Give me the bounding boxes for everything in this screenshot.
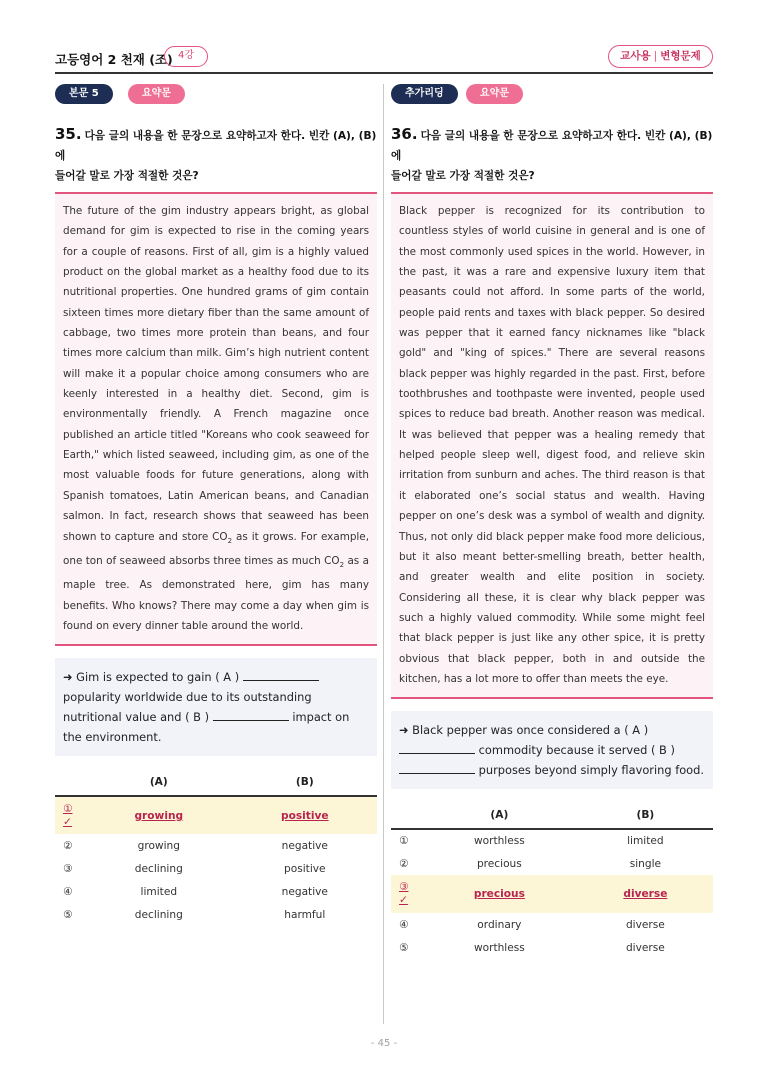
header-a: (A): [85, 768, 233, 796]
question-number: 36.: [391, 125, 418, 143]
subscript: 2: [227, 536, 233, 545]
summary-part-3: impact on the environment.: [63, 710, 350, 745]
question-type-tag: 요약문: [128, 84, 185, 104]
question-prompt: [391, 124, 713, 186]
header-b: (B): [578, 801, 713, 829]
choice-b: diverse: [625, 941, 665, 954]
section-tag: 추가리딩: [391, 84, 458, 104]
question-36-column: [391, 84, 713, 959]
choice-a: declining: [134, 908, 183, 921]
column-divider: [383, 84, 384, 1024]
question-type-tag: 요약문: [466, 84, 523, 104]
header-num: [55, 768, 85, 796]
summary-part-1: ➜ Gim is expected to gain ( A ): [63, 670, 240, 685]
choice-number: ②: [63, 839, 73, 852]
edition-badge: [608, 45, 713, 68]
blank-a: [243, 669, 319, 681]
choice-a: growing: [137, 839, 180, 852]
choice-number-text: ①: [63, 802, 73, 815]
type-label: 변형문제: [660, 50, 701, 62]
choice-number: ④: [399, 918, 409, 931]
question-text-line1: 다음 글의 내용을 한 문장으로 요약하고자 한다. 빈칸 (A), (B)에: [391, 130, 713, 162]
badge-separator: |: [653, 50, 658, 62]
choice-a: ordinary: [477, 918, 522, 931]
choice-row[interactable]: [391, 852, 713, 875]
passage-part-2: as it grows. For example, one ton of seaweed absorbs three times as much CO: [63, 530, 369, 567]
choice-number: ③: [63, 862, 73, 875]
choice-b: positive: [284, 862, 326, 875]
page-header: [55, 44, 713, 74]
choice-a: precious: [476, 857, 522, 870]
blank-b: [213, 709, 289, 721]
summary-part-2: popularity worldwide due to its outstanding nutritional value and ( B ): [63, 690, 312, 725]
choice-b: negative: [281, 839, 328, 852]
question-text-line2: 들어갈 말로 가장 적절한 것은?: [55, 170, 199, 182]
question-number: 35.: [55, 125, 82, 143]
table-header-row: [55, 768, 377, 796]
choice-a: growing: [85, 796, 233, 834]
choice-b: negative: [281, 885, 328, 898]
answer-choices-table: [55, 768, 377, 926]
question-35-column: [55, 84, 377, 926]
choice-row[interactable]: [391, 829, 713, 852]
table-header-row: [391, 801, 713, 829]
choice-row-correct[interactable]: [391, 875, 713, 913]
choice-number: ⑤: [399, 941, 409, 954]
choice-b: limited: [627, 835, 664, 848]
choice-row[interactable]: [391, 936, 713, 959]
section-tags: [391, 84, 713, 104]
choice-row[interactable]: [55, 903, 377, 926]
choice-b: positive: [233, 796, 377, 834]
choice-b: harmful: [284, 908, 326, 921]
choice-row[interactable]: [55, 880, 377, 903]
header-a: (A): [421, 801, 578, 829]
section-tag: 본문 5: [55, 84, 113, 104]
reading-passage: [55, 192, 377, 646]
teacher-label: 교사용: [620, 50, 651, 62]
choice-row[interactable]: [55, 834, 377, 857]
summary-sentence: [55, 658, 377, 756]
lesson-badge: 4강: [164, 46, 208, 67]
check-icon: ✓: [63, 815, 72, 828]
blank-b: [399, 762, 475, 774]
choice-a: declining: [134, 862, 183, 875]
choice-number: ①: [399, 835, 409, 848]
header-num: [391, 801, 421, 829]
choice-a: precious: [421, 875, 578, 913]
choice-row-correct[interactable]: [55, 796, 377, 834]
summary-part-2: commodity because it served ( B ): [478, 743, 675, 758]
page-number: - 45 -: [370, 1038, 398, 1049]
reading-passage: Black pepper is recognized for its contribution to countless styles of world cuisine in general and is one of the most commonly used spices in the world. However, in the past, it was a rare and expensive luxury item that peasants could not afford. In some parts of the world, people paid rents and taxes with black pepper. So desired was pepper that it earned fancy nicknames like "black gold" and "king of spices." There are several reasons black pepper was highly regarded in the past. First, before toothbrushes and toothpaste were invented, people used spices to reduce bad breath. Another reason was medical. It was believed that pepper was a healing remedy that helped people sleep well, digest food, and relieve skin irritation from sunburn and aches. The third reason is that it elaborated one’s social status and wealth. Having pepper on one’s desk was a symbol of wealth and dignity. Thus, not only did black pepper make food more delicious, but it also meant better-smelling breath, better health, and greater wealth and elite position in society. Considering all these, it is clear why black pepper was such a highly valued commodity. While some might feel that black pepper is just like any other spice, it is pretty obvious that black pepper, both in and outside the kitchen, has a lot more to offer than meets the eye.: [391, 192, 713, 699]
choice-b: diverse: [625, 918, 665, 931]
choice-row[interactable]: [391, 913, 713, 936]
check-icon: ✓: [399, 894, 408, 907]
choice-number: ②: [399, 857, 409, 870]
choice-number-text: ③: [399, 881, 409, 894]
choice-b: single: [629, 857, 662, 870]
passage-part-3: as a maple tree. As demonstrated here, gim has many benefits. Who knows? There may come a day when gim is found on every dinner table around the world.: [63, 554, 369, 633]
choice-a: limited: [140, 885, 178, 898]
blank-a: [399, 742, 475, 754]
choice-b: diverse: [578, 875, 713, 913]
passage-part-1: The future of the gim industry appears bright, as global demand for gim is expected to rise in the coming years for a couple of reasons. First of all, gim is a highly valued product on the global market as a healthy food due to its nutritional properties. One hundred grams of gim contain sixteen times more dietary fiber than the same amount of cabbage, two times more protein than beans, and four times more calcium than milk. Gim’s high nutrient content will make it a popular choice among consumers who are keenly interested in a healthy diet. Second, gim is environmentally friendly. A French magazine once published an article titled "Koreans who cook seaweed for Earth," which listed seaweed, including gim, as one of the most valuable foods for future generations, along with Spanish tomatoes, Latin American beans, and Canadian salmon. In fact, research shows that seaweed has been shown to capture and store CO: [63, 205, 369, 543]
question-text-line1: 다음 글의 내용을 한 문장으로 요약하고자 한다. 빈칸 (A), (B)에: [55, 130, 377, 162]
choice-number: ④: [63, 885, 73, 898]
question-prompt: [55, 124, 377, 186]
choice-number: ⑤: [63, 908, 73, 921]
choice-a: worthless: [473, 941, 525, 954]
section-tags: [55, 84, 377, 104]
choice-number: [55, 796, 85, 834]
summary-part-3: purposes beyond simply flavoring food.: [478, 763, 705, 778]
textbook-title: 고등영어 2 천재 (조): [55, 52, 173, 67]
summary-sentence: [391, 711, 713, 789]
header-b: (B): [233, 768, 377, 796]
subscript: 2: [339, 561, 345, 569]
question-text-line2: 들어갈 말로 가장 적절한 것은?: [391, 170, 535, 182]
choice-number: [391, 875, 421, 913]
summary-part-1: ➜ Black pepper was once considered a ( A ): [399, 723, 649, 738]
choice-row[interactable]: [55, 857, 377, 880]
answer-choices-table: [391, 801, 713, 959]
choice-a: worthless: [473, 835, 525, 848]
